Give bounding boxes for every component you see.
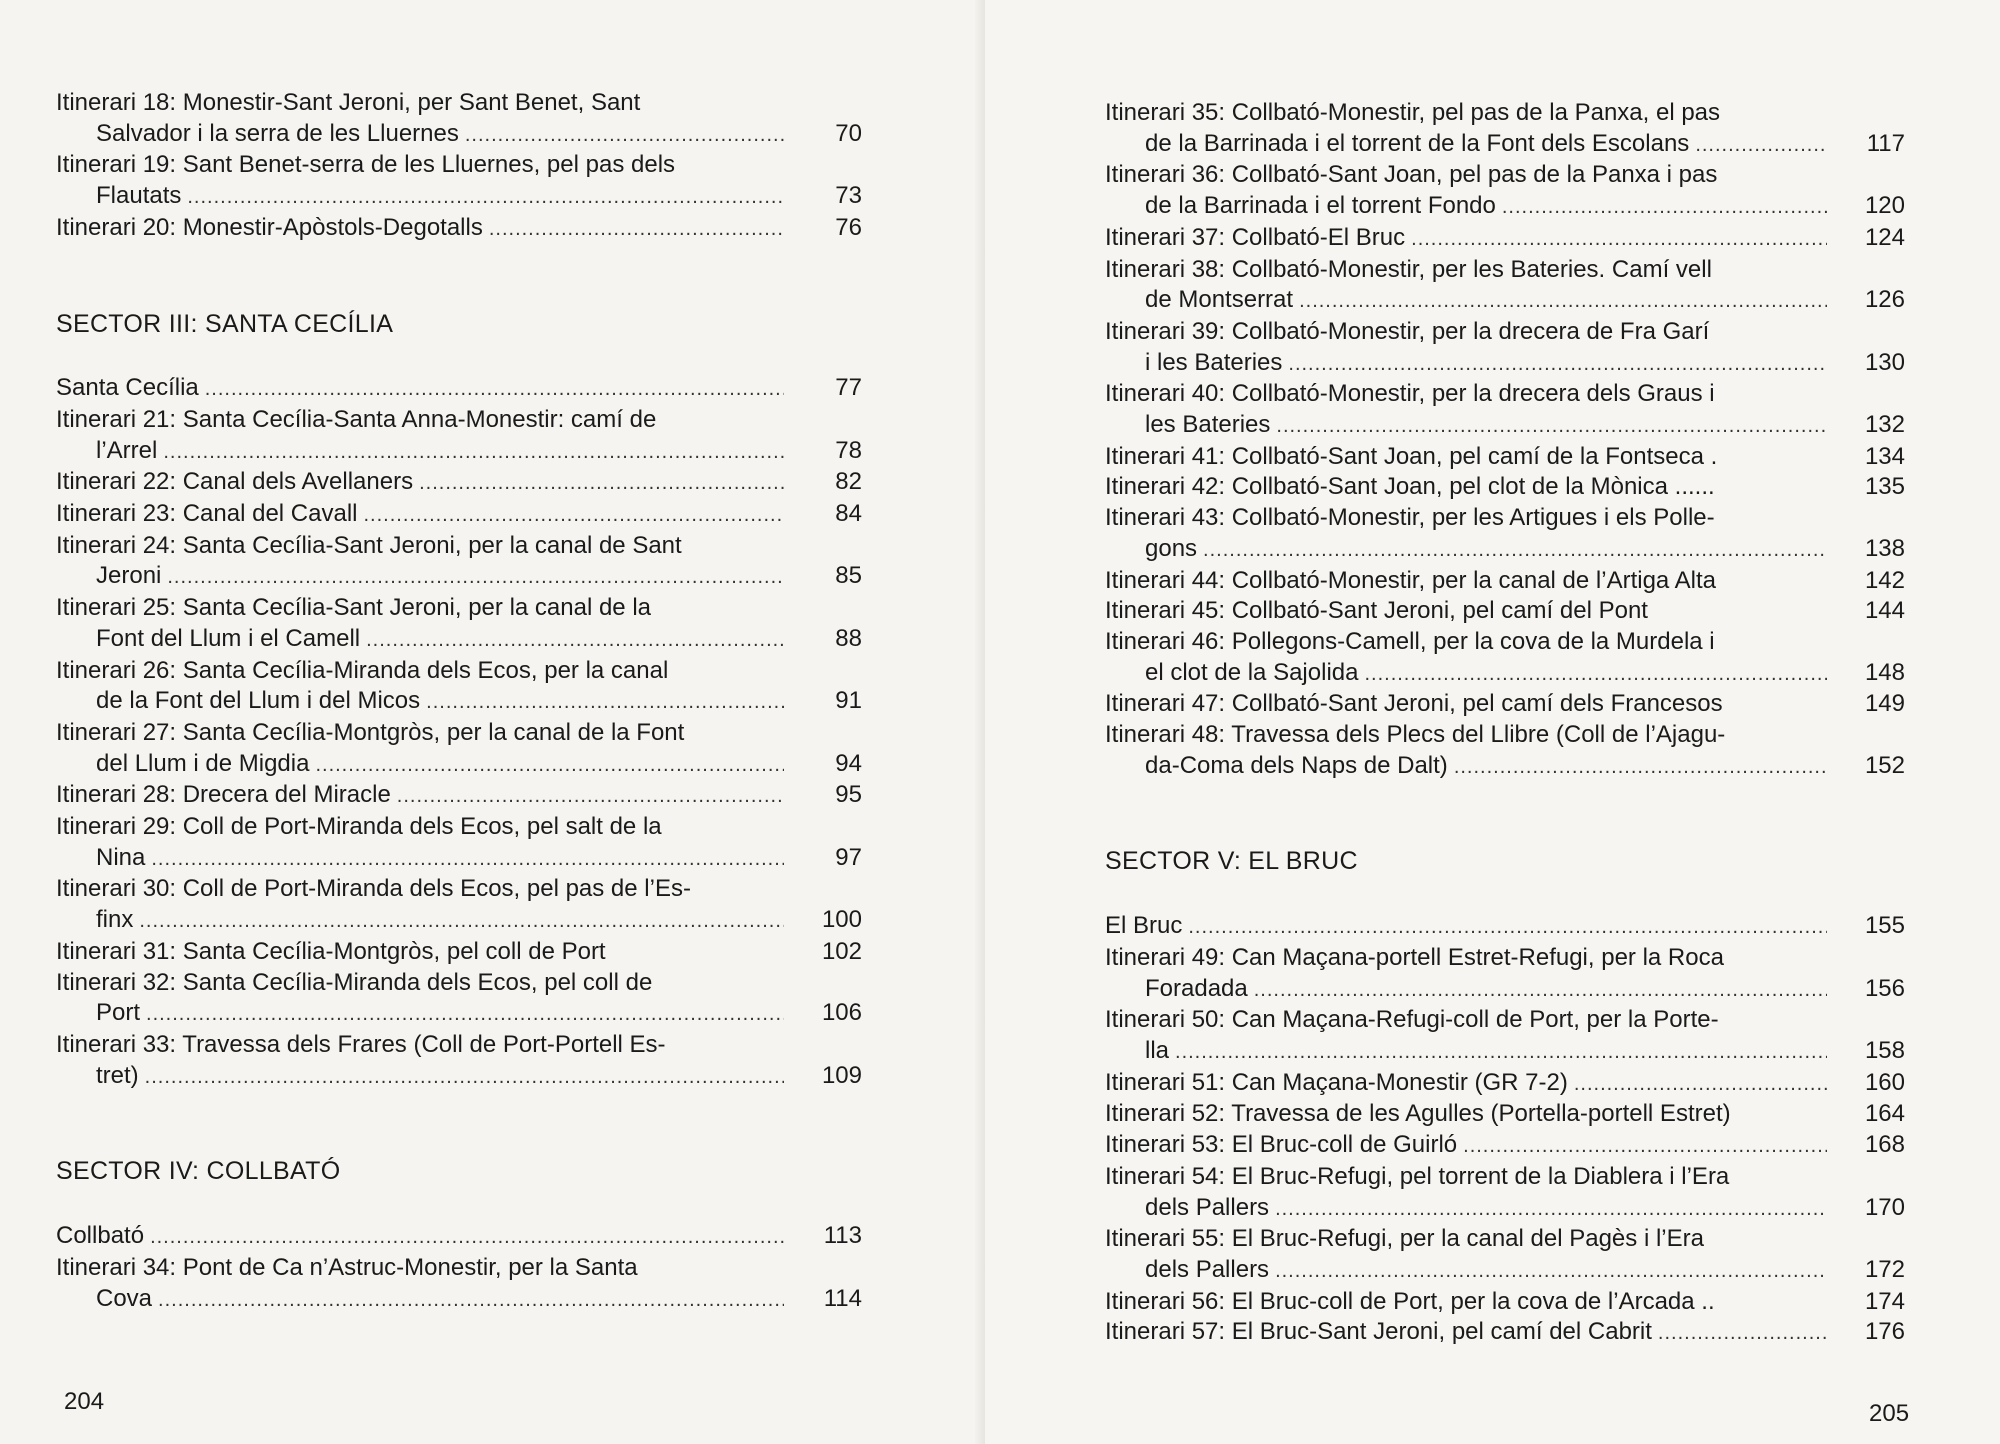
toc-page-number: 78 — [835, 436, 862, 464]
left-toc-column — [56, 88, 862, 1315]
toc-page-number: 138 — [1864, 534, 1905, 562]
toc-entry-line — [56, 1284, 862, 1316]
page-number: 205 — [1869, 1400, 1910, 1427]
toc-entry-line — [1105, 98, 1905, 129]
leader-dots — [167, 562, 784, 593]
toc-entry-line — [1105, 1005, 1905, 1036]
leader-dots — [364, 500, 785, 531]
toc-entry-title: Itinerari 26: Santa Cecília-Miranda dels Ecos, per la canal — [56, 656, 669, 684]
toc-entry[interactable] — [1105, 1317, 1905, 1349]
toc-entry-title-continued: dels Pallers — [1145, 1193, 1270, 1221]
toc-entry-line — [56, 686, 862, 718]
toc-entry-title: Itinerari 20: Monestir-Apòstols-Degotalls — [56, 213, 483, 241]
toc-entry-title: Itinerari 38: Collbató-Monestir, per les Bateries. Camí vell — [1105, 255, 1712, 283]
toc-entry-line — [1105, 223, 1905, 255]
toc-entry-line — [56, 812, 862, 843]
toc-entry-title: Itinerari 49: Can Maçana-portell Estret-Refugi, per la Roca — [1105, 943, 1724, 971]
toc-entry[interactable] — [1105, 223, 1905, 255]
toc-entry-line — [56, 88, 862, 119]
toc-entry-title: Itinerari 42: Collbató-Sant Joan, pel clot de la Mònica ...... — [1105, 473, 1715, 501]
toc-entry-title-continued: Font del Llum i el Camell — [96, 624, 361, 652]
toc-entry-line — [1105, 1255, 1905, 1287]
toc-entry[interactable] — [56, 718, 862, 780]
sector-heading: SECTOR III: SANTA CECÍLIA — [56, 309, 394, 338]
toc-entry-line — [1105, 943, 1905, 974]
toc-entry-line — [56, 749, 862, 781]
toc-entry-title: Collbató — [56, 1222, 145, 1250]
toc-entry[interactable] — [56, 968, 862, 1030]
toc-entry[interactable] — [56, 213, 862, 245]
toc-entry-line — [56, 1061, 862, 1093]
toc-entry-line — [56, 561, 862, 593]
toc-entry[interactable] — [1105, 379, 1905, 441]
toc-entry[interactable] — [1105, 1099, 1905, 1130]
toc-entry[interactable] — [1105, 1130, 1905, 1162]
toc-entry-line — [1105, 1224, 1905, 1255]
toc-page-number: 113 — [823, 1222, 862, 1250]
toc-entry-title-continued: Foradada — [1145, 974, 1248, 1002]
toc-entry-title-continued: Nina — [96, 843, 146, 871]
toc-entry[interactable] — [1105, 596, 1905, 627]
toc-entry[interactable] — [1105, 442, 1905, 473]
toc-entry[interactable] — [1105, 472, 1905, 503]
toc-entry-title: Itinerari 31: Santa Cecília-Montgròs, pel coll de Port — [56, 937, 606, 965]
toc-page-number: 70 — [835, 119, 862, 147]
toc-entry-line — [1105, 596, 1905, 627]
toc-page-number: 132 — [1864, 411, 1905, 439]
toc-entry-line — [1105, 348, 1905, 380]
toc-entry-title-continued: Cova — [96, 1284, 153, 1312]
toc-entry-line — [56, 656, 862, 687]
toc-entry-title-continued: lla — [1145, 1036, 1170, 1064]
leader-dots — [1411, 224, 1827, 255]
leader-dots — [1463, 1131, 1827, 1162]
toc-page-number: 85 — [835, 562, 862, 590]
toc-page-number: 95 — [835, 781, 862, 809]
leader-dots — [1175, 1037, 1827, 1068]
toc-page-number: 160 — [1864, 1068, 1905, 1096]
toc-entry-title-continued: Flautats — [96, 182, 182, 210]
toc-entry-title: Itinerari 28: Drecera del Miracle — [56, 781, 391, 809]
toc-entry-line — [1105, 911, 1905, 943]
right-toc-column — [1105, 98, 1905, 1349]
toc-entry-line — [1105, 1162, 1905, 1193]
toc-page-number: 109 — [821, 1061, 862, 1089]
toc-entry-title: Itinerari 50: Can Maçana-Refugi-coll de Port, per la Porte- — [1105, 1006, 1719, 1034]
toc-entry[interactable] — [56, 1221, 862, 1253]
toc-entry-line — [56, 1030, 862, 1061]
toc-entry-line — [1105, 255, 1905, 286]
toc-entry-title-continued: el clot de la Sajolida — [1145, 658, 1359, 686]
toc-entry-line — [1105, 442, 1905, 473]
toc-entry-line — [1105, 1068, 1905, 1100]
toc-entry-title: Itinerari 41: Collbató-Sant Joan, pel camí de la Fontseca . — [1105, 442, 1718, 470]
toc-entry[interactable] — [1105, 689, 1905, 720]
toc-entry[interactable] — [56, 373, 862, 405]
sector-heading: SECTOR IV: COLLBATÓ — [56, 1157, 341, 1186]
toc-entry-line — [56, 373, 862, 405]
toc-entry-line — [1105, 472, 1905, 503]
toc-entry-title: Itinerari 30: Coll de Port-Miranda dels Ecos, pel pas de l’Es- — [56, 875, 691, 903]
toc-entry[interactable] — [1105, 1005, 1905, 1067]
toc-entry-title-continued: tret) — [96, 1061, 139, 1089]
toc-page-number: 155 — [1864, 912, 1905, 940]
toc-page-number: 168 — [1864, 1131, 1905, 1159]
toc-entry-title: Itinerari 44: Collbató-Monestir, per la canal de l’Artiga Alta — [1105, 566, 1716, 594]
leader-dots — [158, 1285, 784, 1316]
toc-entry[interactable] — [1105, 160, 1905, 222]
toc-entry[interactable] — [56, 150, 862, 212]
toc-entry[interactable] — [56, 656, 862, 718]
toc-entry-line — [56, 998, 862, 1030]
toc-entry-title: Itinerari 21: Santa Cecília-Santa Anna-Monestir: camí de — [56, 405, 657, 433]
toc-entry[interactable] — [56, 593, 862, 655]
leader-dots — [1658, 1318, 1827, 1349]
leader-dots — [315, 750, 784, 781]
toc-entry-line — [56, 718, 862, 749]
toc-page-number: 144 — [1864, 597, 1905, 625]
toc-page-number: 126 — [1864, 286, 1905, 314]
toc-entry[interactable] — [56, 812, 862, 874]
leader-dots — [1502, 192, 1827, 223]
toc-entry-title-continued: Jeroni — [96, 562, 162, 590]
toc-entry-line — [56, 119, 862, 151]
toc-entry-title: Itinerari 18: Monestir-Sant Jeroni, per Sant Benet, Sant — [56, 89, 641, 116]
leader-dots — [489, 214, 784, 245]
toc-page-number: 73 — [835, 182, 862, 210]
toc-entry[interactable] — [56, 874, 862, 936]
toc-page-number: 106 — [821, 999, 862, 1027]
toc-entry-title-continued: Port — [96, 999, 141, 1027]
toc-entry-line — [1105, 1036, 1905, 1068]
toc-entry-title-continued: i les Bateries — [1145, 348, 1283, 376]
toc-page-number: 134 — [1864, 442, 1905, 470]
leader-dots — [1299, 286, 1827, 317]
toc-entry[interactable] — [1105, 1068, 1905, 1100]
leader-dots — [1364, 659, 1827, 690]
toc-entry-line — [56, 405, 862, 436]
toc-entry[interactable] — [56, 531, 862, 593]
toc-entry-title: El Bruc — [1105, 912, 1183, 940]
leader-dots — [205, 374, 784, 405]
leader-dots — [366, 625, 784, 656]
toc-entry[interactable] — [56, 1253, 862, 1315]
toc-entry-line — [1105, 627, 1905, 658]
toc-entry-line — [56, 593, 862, 624]
leader-dots — [1276, 411, 1827, 442]
toc-entry-line — [1105, 689, 1905, 720]
toc-entry-title: Itinerari 24: Santa Cecília-Sant Jeroni, per la canal de Sant — [56, 531, 682, 559]
toc-entry-title: Itinerari 57: El Bruc-Sant Jeroni, pel camí del Cabrit — [1105, 1318, 1652, 1346]
sector-heading: SECTOR V: EL BRUC — [1105, 847, 1358, 876]
toc-entry-line — [1105, 1287, 1905, 1318]
toc-entry-line — [56, 780, 862, 812]
toc-entry-line — [56, 213, 862, 245]
toc-entry-title: Itinerari 47: Collbató-Sant Jeroni, pel camí dels Francesos — [1105, 690, 1723, 718]
toc-entry-line — [1105, 658, 1905, 690]
leader-dots — [150, 1222, 784, 1253]
toc-entry-title: Itinerari 23: Canal del Cavall — [56, 500, 358, 528]
toc-page-number: 91 — [835, 687, 862, 715]
toc-entry-title: Itinerari 34: Pont de Ca n’Astruc-Monestir, per la Santa — [56, 1253, 638, 1281]
toc-entry[interactable] — [1105, 1287, 1905, 1318]
toc-entry-title-continued: Salvador i la serra de les Lluernes — [96, 119, 459, 147]
toc-entry-line — [1105, 534, 1905, 566]
toc-entry-title-continued: de la Barrinada i el torrent Fondo — [1145, 192, 1496, 220]
toc-entry[interactable] — [1105, 911, 1905, 943]
leader-dots — [419, 468, 784, 499]
leader-dots — [1254, 975, 1827, 1006]
toc-page-number: 88 — [835, 624, 862, 652]
toc-entry-title: Itinerari 39: Collbató-Monestir, per la drecera de Fra Garí — [1105, 317, 1710, 345]
toc-entry-title-continued: finx — [96, 906, 134, 934]
toc-entry-title: Santa Cecília — [56, 374, 199, 402]
toc-page-number: 152 — [1864, 751, 1905, 779]
leader-dots — [1275, 1194, 1827, 1225]
toc-entry-title: Itinerari 32: Santa Cecília-Miranda dels Ecos, pel coll de — [56, 968, 653, 996]
left-page — [0, 0, 985, 1444]
right-page — [985, 0, 2000, 1444]
toc-entry-title: Itinerari 54: El Bruc-Refugi, pel torrent de la Diablera i l’Era — [1105, 1162, 1730, 1190]
toc-page-number: 172 — [1864, 1255, 1905, 1283]
toc-entry-line — [1105, 379, 1905, 410]
leader-dots — [1574, 1069, 1827, 1100]
toc-entry-title: Itinerari 43: Collbató-Monestir, per les Artigues i els Polle- — [1105, 504, 1715, 532]
toc-entry-line — [56, 467, 862, 499]
toc-entry[interactable] — [1105, 98, 1905, 160]
toc-page-number: 135 — [1864, 473, 1905, 501]
toc-entry-title-continued: gons — [1145, 534, 1198, 562]
toc-entry-line — [56, 905, 862, 937]
leader-dots — [1454, 752, 1827, 783]
toc-entry-title: Itinerari 56: El Bruc-coll de Port, per la cova de l’Arcada .. — [1105, 1287, 1715, 1315]
toc-entry-line — [1105, 317, 1905, 348]
toc-entry[interactable] — [56, 467, 862, 499]
toc-page-number: 142 — [1864, 566, 1905, 594]
toc-page-number: 148 — [1864, 658, 1905, 686]
toc-entry[interactable] — [1105, 1162, 1905, 1224]
leader-dots — [187, 182, 784, 213]
toc-entry[interactable] — [1105, 627, 1905, 689]
toc-page-number: 149 — [1864, 690, 1905, 718]
toc-entry-line — [1105, 191, 1905, 223]
toc-entry[interactable] — [1105, 317, 1905, 379]
toc-page-number: 97 — [835, 843, 862, 871]
leader-dots — [397, 781, 784, 812]
toc-entry-line — [1105, 1099, 1905, 1130]
leader-dots — [1188, 912, 1827, 943]
toc-entry-title-continued: del Llum i de Migdia — [96, 749, 310, 777]
toc-entry-line — [1105, 503, 1905, 534]
toc-entry[interactable] — [1105, 503, 1905, 565]
toc-page-number: 84 — [835, 500, 862, 528]
toc-entry[interactable] — [1105, 943, 1905, 1005]
toc-entry-line — [1105, 751, 1905, 783]
toc-entry[interactable] — [56, 1030, 862, 1092]
toc-entry-title-continued: dels Pallers — [1145, 1255, 1270, 1283]
toc-entry-title: Itinerari 29: Coll de Port-Miranda dels Ecos, pel salt de la — [56, 813, 662, 841]
toc-entry-line — [1105, 974, 1905, 1006]
toc-page-number: 100 — [821, 906, 862, 934]
toc-entry-title-continued: de la Font del Llum i del Micos — [96, 687, 421, 715]
toc-entry-title-continued: da-Coma dels Naps de Dalt) — [1145, 751, 1448, 779]
toc-entry-title: Itinerari 22: Canal dels Avellaners — [56, 468, 414, 496]
toc-page-number: 164 — [1864, 1100, 1905, 1128]
toc-entry-line — [56, 1221, 862, 1253]
toc-entry[interactable] — [56, 88, 862, 150]
toc-entry-title: Itinerari 52: Travessa de les Agulles (Portella-portell Estret) — [1105, 1100, 1731, 1128]
toc-entry-line — [56, 874, 862, 905]
toc-entry-line — [56, 624, 862, 656]
toc-entry-title: Itinerari 55: El Bruc-Refugi, per la canal del Pagès i l’Era — [1105, 1225, 1704, 1253]
toc-page-number: 124 — [1864, 223, 1905, 251]
toc-page-number: 114 — [823, 1284, 862, 1312]
toc-entry-line — [1105, 720, 1905, 751]
toc-entry[interactable] — [56, 499, 862, 531]
toc-entry-line — [1105, 410, 1905, 442]
toc-entry-line — [1105, 566, 1905, 597]
toc-entry-title-continued: les Bateries — [1145, 411, 1271, 439]
toc-entry[interactable] — [1105, 720, 1905, 782]
toc-entry-line — [56, 181, 862, 213]
toc-entry-line — [56, 531, 862, 562]
leader-dots — [426, 687, 784, 718]
toc-entry-line — [1105, 285, 1905, 317]
toc-entry-title: Itinerari 45: Collbató-Sant Jeroni, pel camí del Pont — [1105, 597, 1648, 625]
toc-entry-line — [56, 843, 862, 875]
leader-dots — [1203, 535, 1827, 566]
toc-entry-line — [1105, 1130, 1905, 1162]
toc-page-number: 170 — [1864, 1193, 1905, 1221]
toc-entry[interactable] — [56, 780, 862, 812]
toc-entry-line — [56, 937, 862, 968]
toc-entry[interactable] — [56, 937, 862, 968]
toc-entry-title: Itinerari 51: Can Maçana-Monestir (GR 7-2) — [1105, 1068, 1568, 1096]
toc-entry-line — [56, 150, 862, 181]
leader-dots — [151, 844, 784, 875]
toc-entry-title: Itinerari 35: Collbató-Monestir, pel pas de la Panxa, el pas — [1105, 99, 1721, 126]
page-number: 204 — [64, 1388, 105, 1415]
toc-page-number: 156 — [1864, 974, 1905, 1002]
toc-entry-line — [1105, 1193, 1905, 1225]
toc-entry-line — [1105, 129, 1905, 161]
toc-page-number: 158 — [1864, 1036, 1905, 1064]
toc-page-number: 176 — [1864, 1318, 1905, 1346]
toc-entry[interactable] — [1105, 566, 1905, 597]
toc-entry-line — [1105, 1317, 1905, 1349]
leader-dots — [465, 120, 784, 151]
leader-dots — [146, 999, 784, 1030]
leader-dots — [1275, 1256, 1827, 1287]
toc-page-number: 82 — [835, 468, 862, 496]
toc-entry[interactable] — [56, 405, 862, 467]
toc-page-number: 76 — [835, 213, 862, 241]
toc-entry-title: Itinerari 25: Santa Cecília-Sant Jeroni, per la canal de la — [56, 594, 651, 622]
toc-entry-line — [56, 436, 862, 468]
toc-page-number: 77 — [835, 374, 862, 402]
toc-entry-title: Itinerari 37: Collbató-El Bruc — [1105, 223, 1406, 251]
toc-entry-title-continued: de Montserrat — [1145, 286, 1294, 314]
toc-entry-line — [56, 968, 862, 999]
toc-entry-title: Itinerari 36: Collbató-Sant Joan, pel pas de la Panxa i pas — [1105, 161, 1718, 189]
toc-entry-line — [56, 499, 862, 531]
toc-entry-title: Itinerari 53: El Bruc-coll de Guirló — [1105, 1131, 1458, 1159]
toc-page-number: 174 — [1864, 1287, 1905, 1315]
toc-entry[interactable] — [1105, 255, 1905, 317]
toc-page-number: 102 — [821, 937, 862, 965]
toc-entry[interactable] — [1105, 1224, 1905, 1286]
toc-entry-title: Itinerari 48: Travessa dels Plecs del Llibre (Coll de l’Ajagu- — [1105, 721, 1726, 749]
toc-entry-title: Itinerari 46: Pollegons-Camell, per la cova de la Murdela i — [1105, 627, 1715, 655]
toc-page-number: 120 — [1864, 192, 1905, 220]
toc-entry-title: Itinerari 40: Collbató-Monestir, per la drecera dels Graus i — [1105, 380, 1715, 408]
leader-dots — [1288, 349, 1827, 380]
toc-entry-title: Itinerari 19: Sant Benet-serra de les Lluernes, pel pas dels — [56, 151, 676, 179]
leader-dots — [145, 1062, 784, 1093]
leader-dots — [139, 906, 784, 937]
leader-dots — [163, 437, 784, 468]
toc-page-number: 130 — [1864, 348, 1905, 376]
toc-entry-title: Itinerari 33: Travessa dels Frares (Coll de Port-Portell Es- — [56, 1030, 666, 1058]
toc-entry-title-continued: de la Barrinada i el torrent de la Font dels Escolans — [1145, 129, 1690, 157]
toc-page-number: 117 — [1866, 129, 1905, 157]
toc-page-number: 94 — [835, 749, 862, 777]
toc-entry-title-continued: l’Arrel — [96, 436, 158, 464]
toc-entry-title: Itinerari 27: Santa Cecília-Montgròs, per la canal de la Font — [56, 718, 685, 746]
toc-entry-line — [1105, 160, 1905, 191]
toc-entry-line — [56, 1253, 862, 1284]
leader-dots — [1695, 130, 1827, 161]
